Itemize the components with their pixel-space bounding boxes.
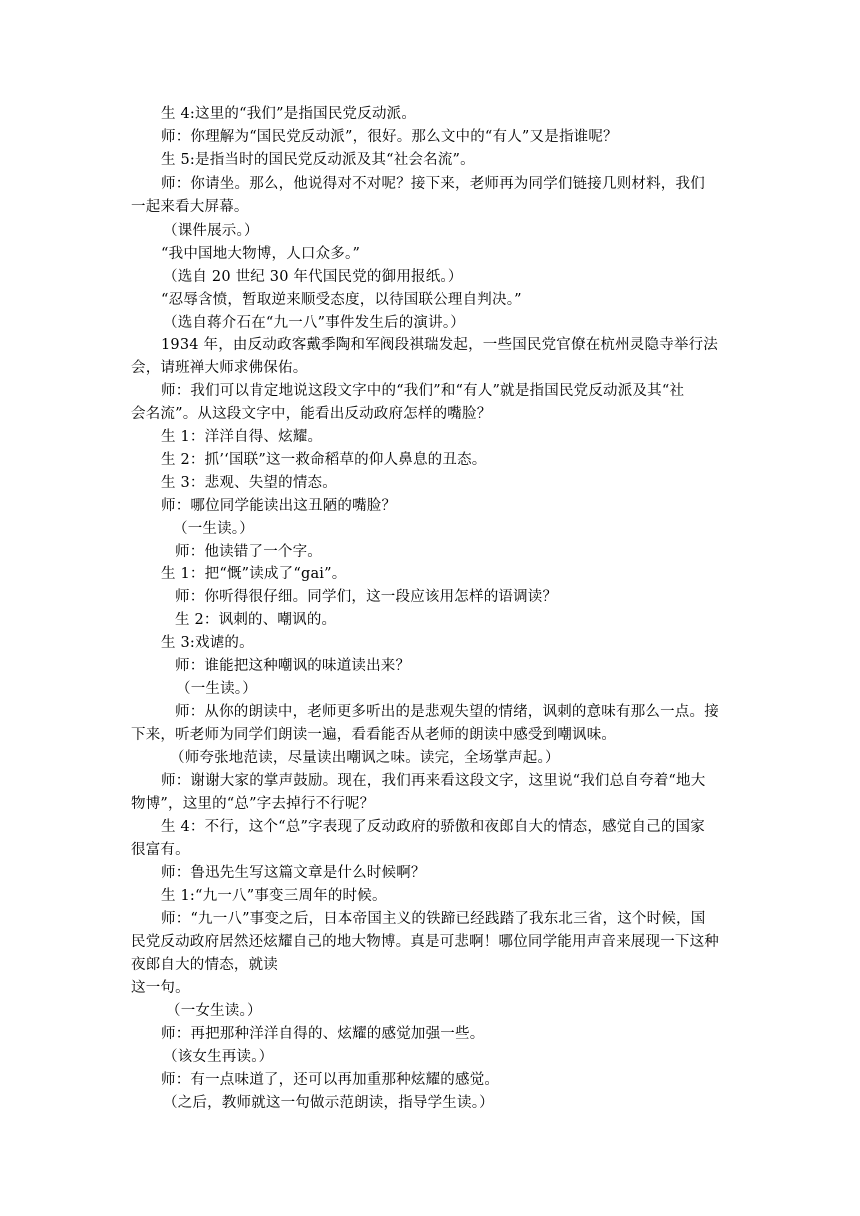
text-line: 夜郎自大的情态，就读 (131, 957, 278, 973)
text-line: （选自蒋介石在“九一八”事件发生后的演讲。） (163, 315, 465, 331)
text-line: 下来，听老师为同学们朗读一遍，看看能否从老师的朗读中感受到嘲讽味。 (131, 727, 617, 743)
text-line: 师：哪位同学能读出这丑陋的嘴脸？ (161, 498, 397, 514)
text-line: 生 1：把“慨”读成了“gai”。 (161, 566, 347, 582)
text-line: （一生读。） (176, 681, 257, 697)
text-line: （师夸张地范读，尽量读出嘲讽之味。读完，全场掌声起。） (170, 750, 560, 766)
text-line: “我中国地大物博，人口众多。” (161, 246, 361, 262)
text-line: 生 4:这里的“我们”是指国民党反动派。 (161, 106, 417, 122)
text-line: “忍辱含愤，暂取逆来顺受态度，以待国联公理自判决。” (161, 292, 522, 308)
text-line: 师：你请坐。那么，他说得对不对呢？接下来，老师再为同学们链接几则材料，我们 (161, 176, 705, 192)
text-line: （一女生读。） (166, 1003, 262, 1019)
text-line: 1934 年，由反动政客戴季陶和军阀段祺瑞发起，一些国民党官僚在杭州灵隐寺举行法 (161, 337, 719, 353)
text-line: 师：从你的朗读中，老师更多听出的是悲观失望的情绪，讽刺的意味有那么一点。接 (175, 704, 719, 720)
text-line: 民党反动政府居然还炫耀自己的地大物博。真是可悲啊！哪位同学能用声音来展现一下这种 (131, 934, 719, 950)
text-line: 师：“九一八”事变之后，日本帝国主义的铁蹄已经践踏了我东北三省，这个时候，国 (161, 911, 706, 927)
text-line: （选自 20 世纪 30 年代国民党的御用报纸。） (163, 269, 463, 285)
text-line: 会名流”。从这段文字中，能看出反动政府怎样的嘴脸？ (131, 406, 492, 422)
text-line: 生 4：不行，这个“总”字表现了反动政府的骄傲和夜郎自大的情态，感觉自己的国家 (161, 819, 705, 835)
text-line: 生 2：讽刺的、嘲讽的。 (175, 612, 337, 628)
text-line: 师：你听得很仔细。同学们，这一段应该用怎样的语调读？ (175, 589, 558, 605)
text-line: 师：他读错了一个字。 (175, 544, 322, 560)
text-line: （一生读。） (173, 521, 254, 537)
text-line: 师：再把那种洋洋自得的、炫耀的感觉加强一些。 (161, 1026, 485, 1042)
text-line: 师：有一点味道了，还可以再加重那种炫耀的感觉。 (161, 1072, 500, 1088)
text-line: 师：谁能把这种嘲讽的味道读出来？ (175, 658, 411, 674)
text-line: 生 3:戏谑的。 (161, 635, 254, 651)
text-line: 生 5:是指当时的国民党反动派及其“社会名流”。 (161, 152, 475, 168)
text-line: （之后，教师就这一句做示范朗读，指导学生读。） (163, 1095, 494, 1111)
text-line: 会，请班禅大师求佛保佑。 (131, 360, 308, 376)
text-line: （该女生再读。） (163, 1049, 274, 1065)
text-line: 很富有。 (131, 842, 190, 858)
text-line: 师：你理解为“国民党反动派”，很好。那么文中的“有人”又是指谁呢？ (161, 129, 618, 145)
text-line: 一起来看大屏幕。 (131, 199, 249, 215)
text-line: 这一句。 (131, 980, 190, 996)
text-line: 生 1:“九一八”事变三周年的时候。 (161, 888, 387, 904)
text-line: 师：鲁迅先生写这篇文章是什么时候啊？ (161, 865, 426, 881)
text-line: 生 2：抓’‘国联”这一救命稻草的仰人鼻息的丑态。 (161, 452, 487, 468)
text-line: 生 1：洋洋自得、炫耀。 (161, 429, 323, 445)
text-line: 物博”，这里的“总”字去掉行不行呢？ (131, 796, 375, 812)
text-line: 生 3：悲观、失望的情态。 (161, 475, 337, 491)
text-line: 师：我们可以肯定地说这段文字中的“我们”和“有人”就是指国民党反动派及其“社 (161, 383, 685, 399)
text-line: （课件展示。） (163, 223, 259, 239)
text-line: 师：谢谢大家的掌声鼓励。现在，我们再来看这段文字，这里说“我们总自夸着“地大 (161, 773, 706, 789)
